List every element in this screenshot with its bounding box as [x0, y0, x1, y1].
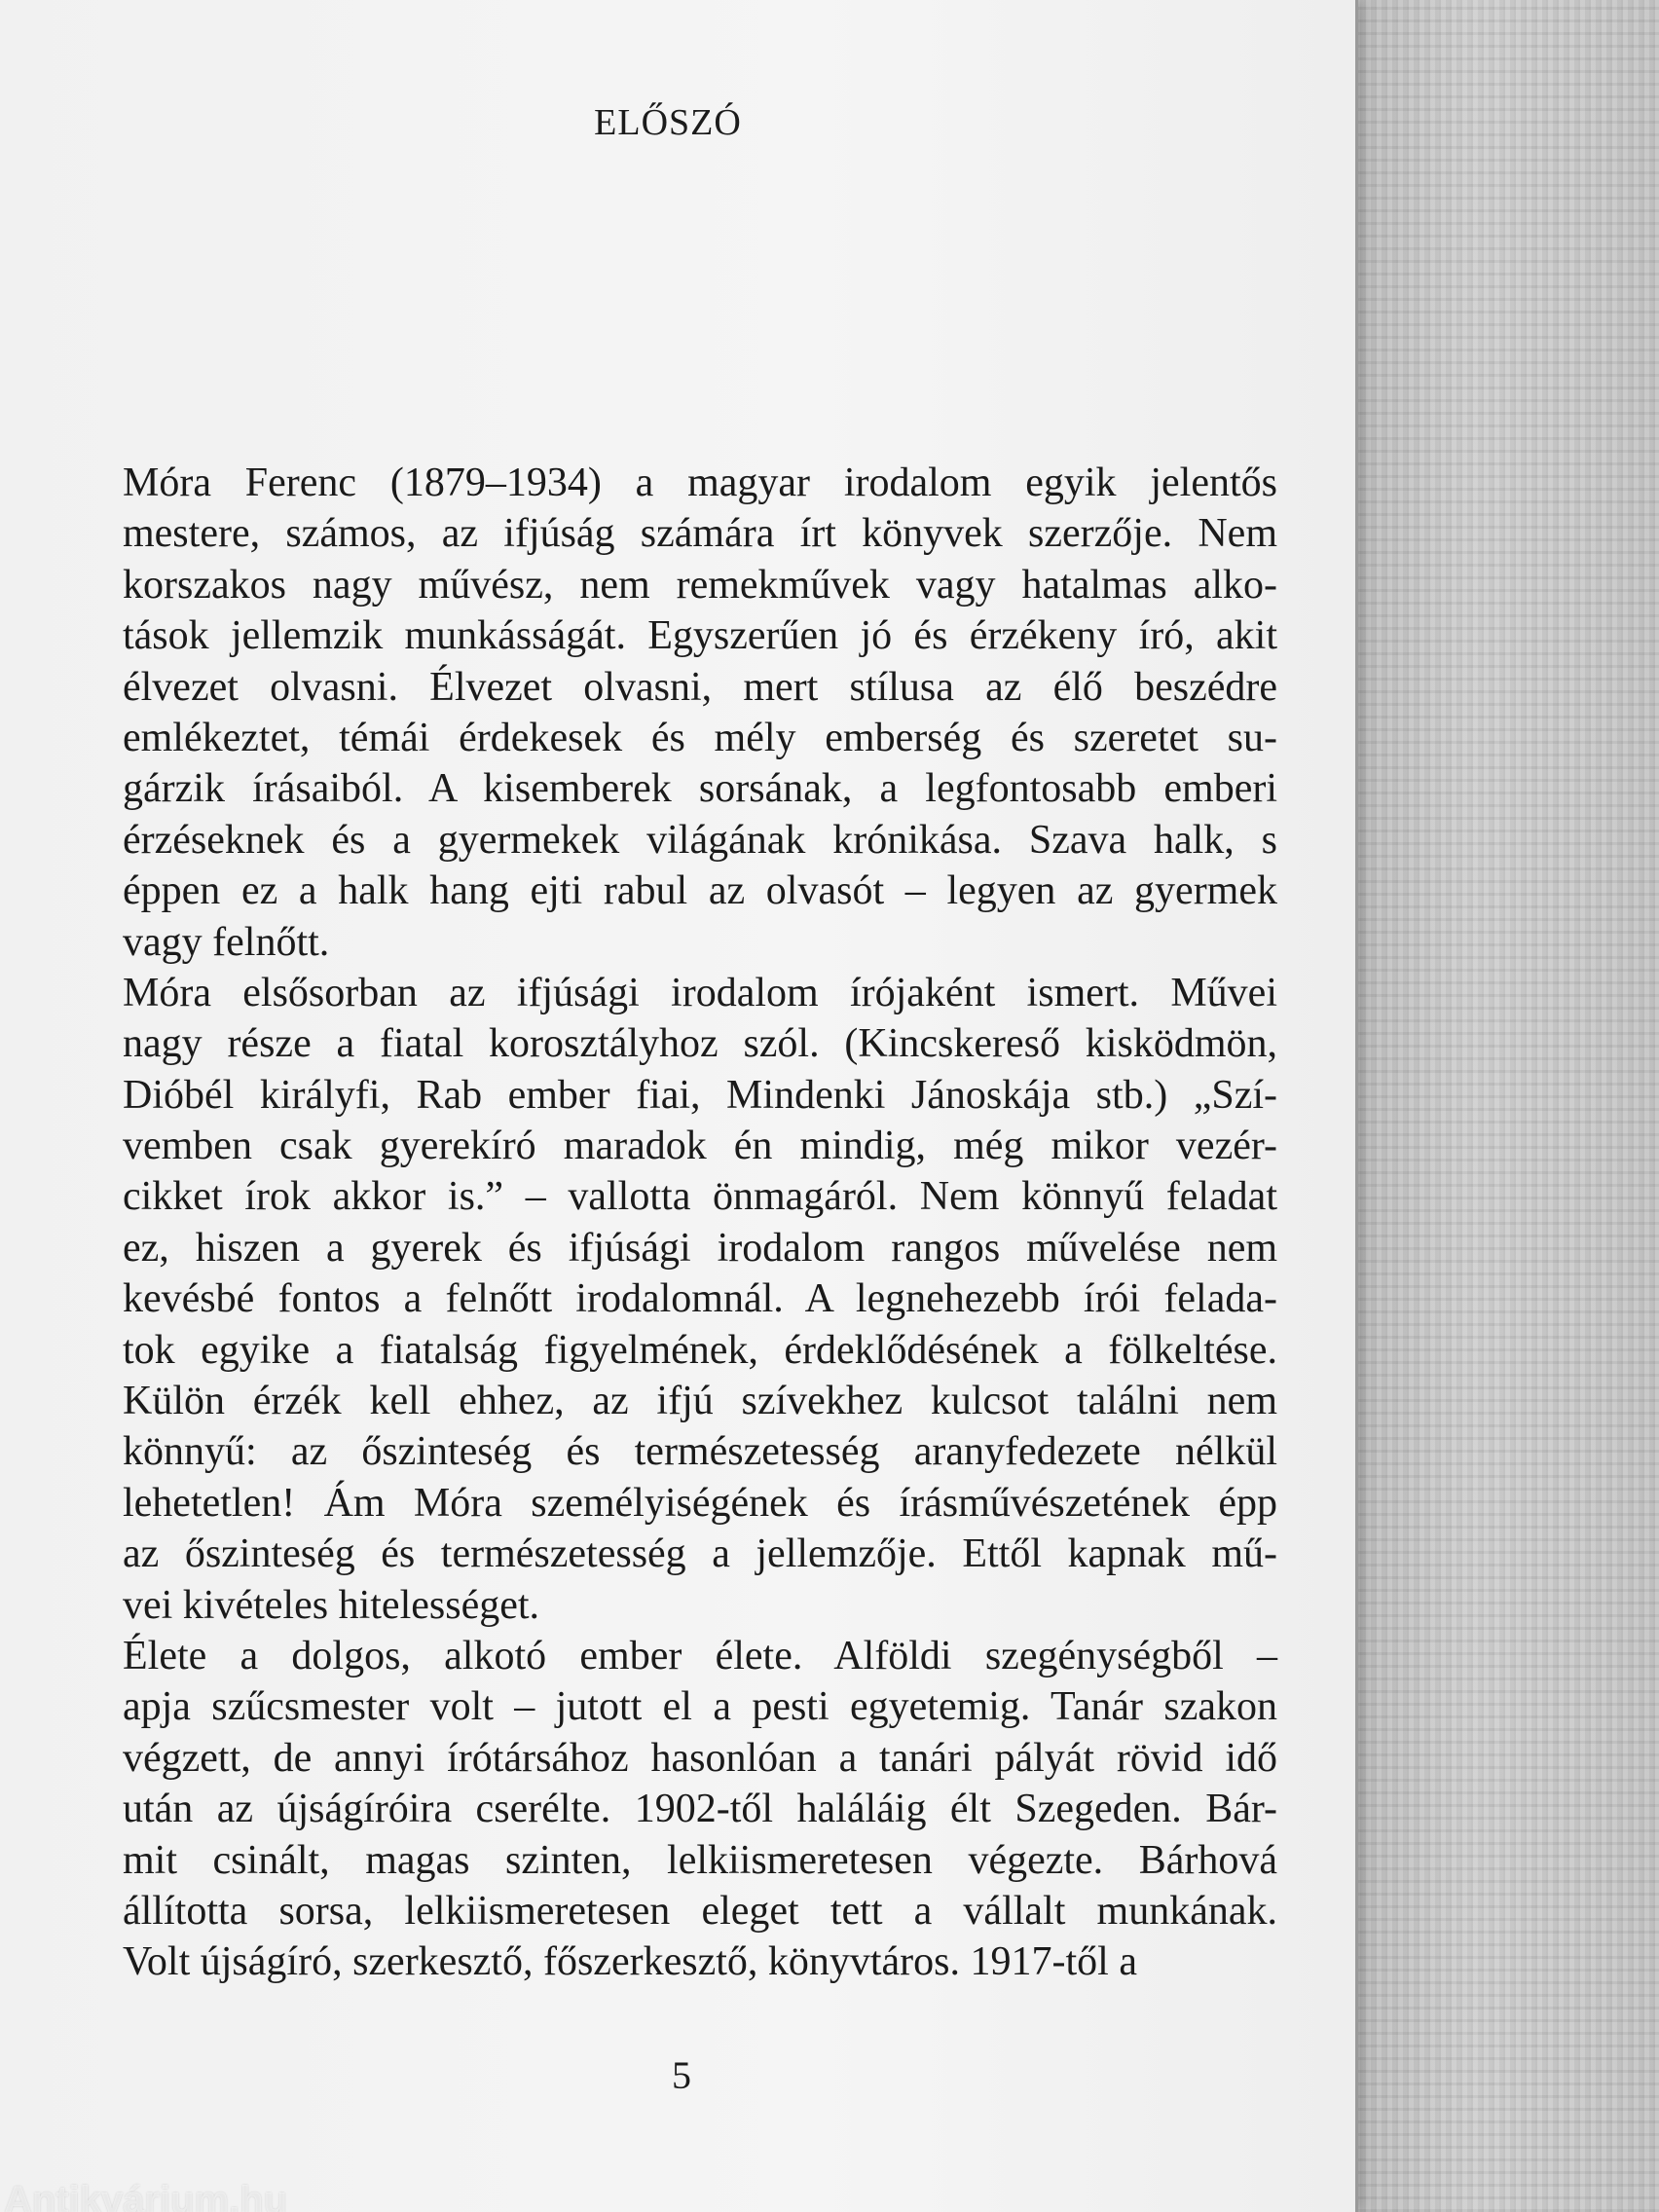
text-line: Volt újságíró, szerkesztő, főszerkesztő, könyvtáros. 1917-től a — [123, 1939, 1137, 1985]
text-line: Móra Ferenc (1879–1934) a magyar irodalom egyik jelentős — [123, 461, 1277, 505]
text-line: cikket írok akkor is.” – vallotta önmagáról. Nem könnyű feladat — [123, 1174, 1277, 1220]
body-text — [123, 458, 1277, 1988]
text-line: apja szűcsmester volt – jutott el a pesti egyetemig. Tanár szakon — [123, 1684, 1277, 1730]
text-line: emlékeztet, témái érdekesek és mély emberség és szeretet su- — [123, 715, 1277, 760]
text-line: tások jellemzik munkásságát. Egyszerűen jó és érzékeny író, akit — [123, 613, 1277, 659]
text-line: vei kivételes hitelességet. — [123, 1582, 540, 1628]
paragraph — [123, 968, 1277, 1631]
chapter-heading: ELŐSZÓ — [594, 102, 742, 143]
text-line: gárzik írásaiból. A kisemberek sorsának, a legfontosabb emberi — [123, 766, 1277, 812]
watermark-logo: Antikvárium.hu — [4, 2179, 288, 2212]
page-number: 5 — [672, 2053, 691, 2097]
text-line: mit csinált, magas szinten, lelkiismeretesen végezte. Bárhová — [123, 1837, 1277, 1883]
text-line: korszakos nagy művész, nem remekművek vagy hatalmas alko- — [123, 562, 1277, 608]
text-line: Élete a dolgos, alkotó ember élete. Alföldi szegénységből – — [123, 1633, 1277, 1678]
text-line: vagy felnőtt. — [123, 919, 330, 965]
text-line: végzett, de annyi írótársához hasonlóan a tanári pályát rövid idő — [123, 1735, 1277, 1781]
text-line: Külön érzék kell ehhez, az ifjú szívekhez kulcsot találni nem — [123, 1379, 1277, 1424]
text-line: ez, hiszen a gyerek és ifjúsági irodalom rangos művelése nem — [123, 1225, 1277, 1271]
text-line: élvezet olvasni. Élvezet olvasni, mert stílusa az élő beszédre — [123, 664, 1277, 710]
text-line: állította sorsa, lelkiismeretesen eleget tett a vállalt munkának. — [123, 1888, 1277, 1934]
text-line: érzéseknek és a gyermekek világának krónikása. Szava halk, s — [123, 817, 1277, 863]
text-line: vemben csak gyerekíró maradok én mindig, még mikor vezér- — [123, 1124, 1277, 1169]
text-line: mestere, számos, az ifjúság számára írt könyvek szerzője. Nem — [123, 511, 1277, 557]
background-surface — [1353, 0, 1659, 2212]
text-line: az őszinteség és természetesség a jellemzője. Ettől kapnak mű- — [123, 1531, 1277, 1577]
text-line: lehetetlen! Ám Móra személyiségének és írásművészetének épp — [123, 1480, 1277, 1526]
text-line: Dióbél királyfi, Rab ember fiai, Mindenki Jánoskája stb.) „Szí- — [123, 1072, 1277, 1118]
text-line: Móra elsősorban az ifjúsági irodalom írójaként ismert. Művei — [123, 970, 1277, 1015]
paragraph — [123, 1631, 1277, 1988]
page-edge — [1355, 0, 1358, 2212]
text-line: tok egyike a fiatalság figyelmének, érdeklődésének a fölkeltése. — [123, 1327, 1277, 1373]
text-line: nagy része a fiatal korosztályhoz szól. (Kincskereső kisködmön, — [123, 1021, 1277, 1067]
text-line: éppen ez a halk hang ejti rabul az olvasót – legyen az gyermek — [123, 868, 1277, 914]
text-line: kevésbé fontos a felnőtt irodalomnál. A legnehezebb írói felada- — [123, 1276, 1277, 1322]
text-line: könnyű: az őszinteség és természetesség aranyfedezete nélkül — [123, 1429, 1277, 1475]
text-line: után az újságíróira cserélte. 1902-től haláláig élt Szegeden. Bár- — [123, 1787, 1277, 1832]
paragraph — [123, 458, 1277, 968]
